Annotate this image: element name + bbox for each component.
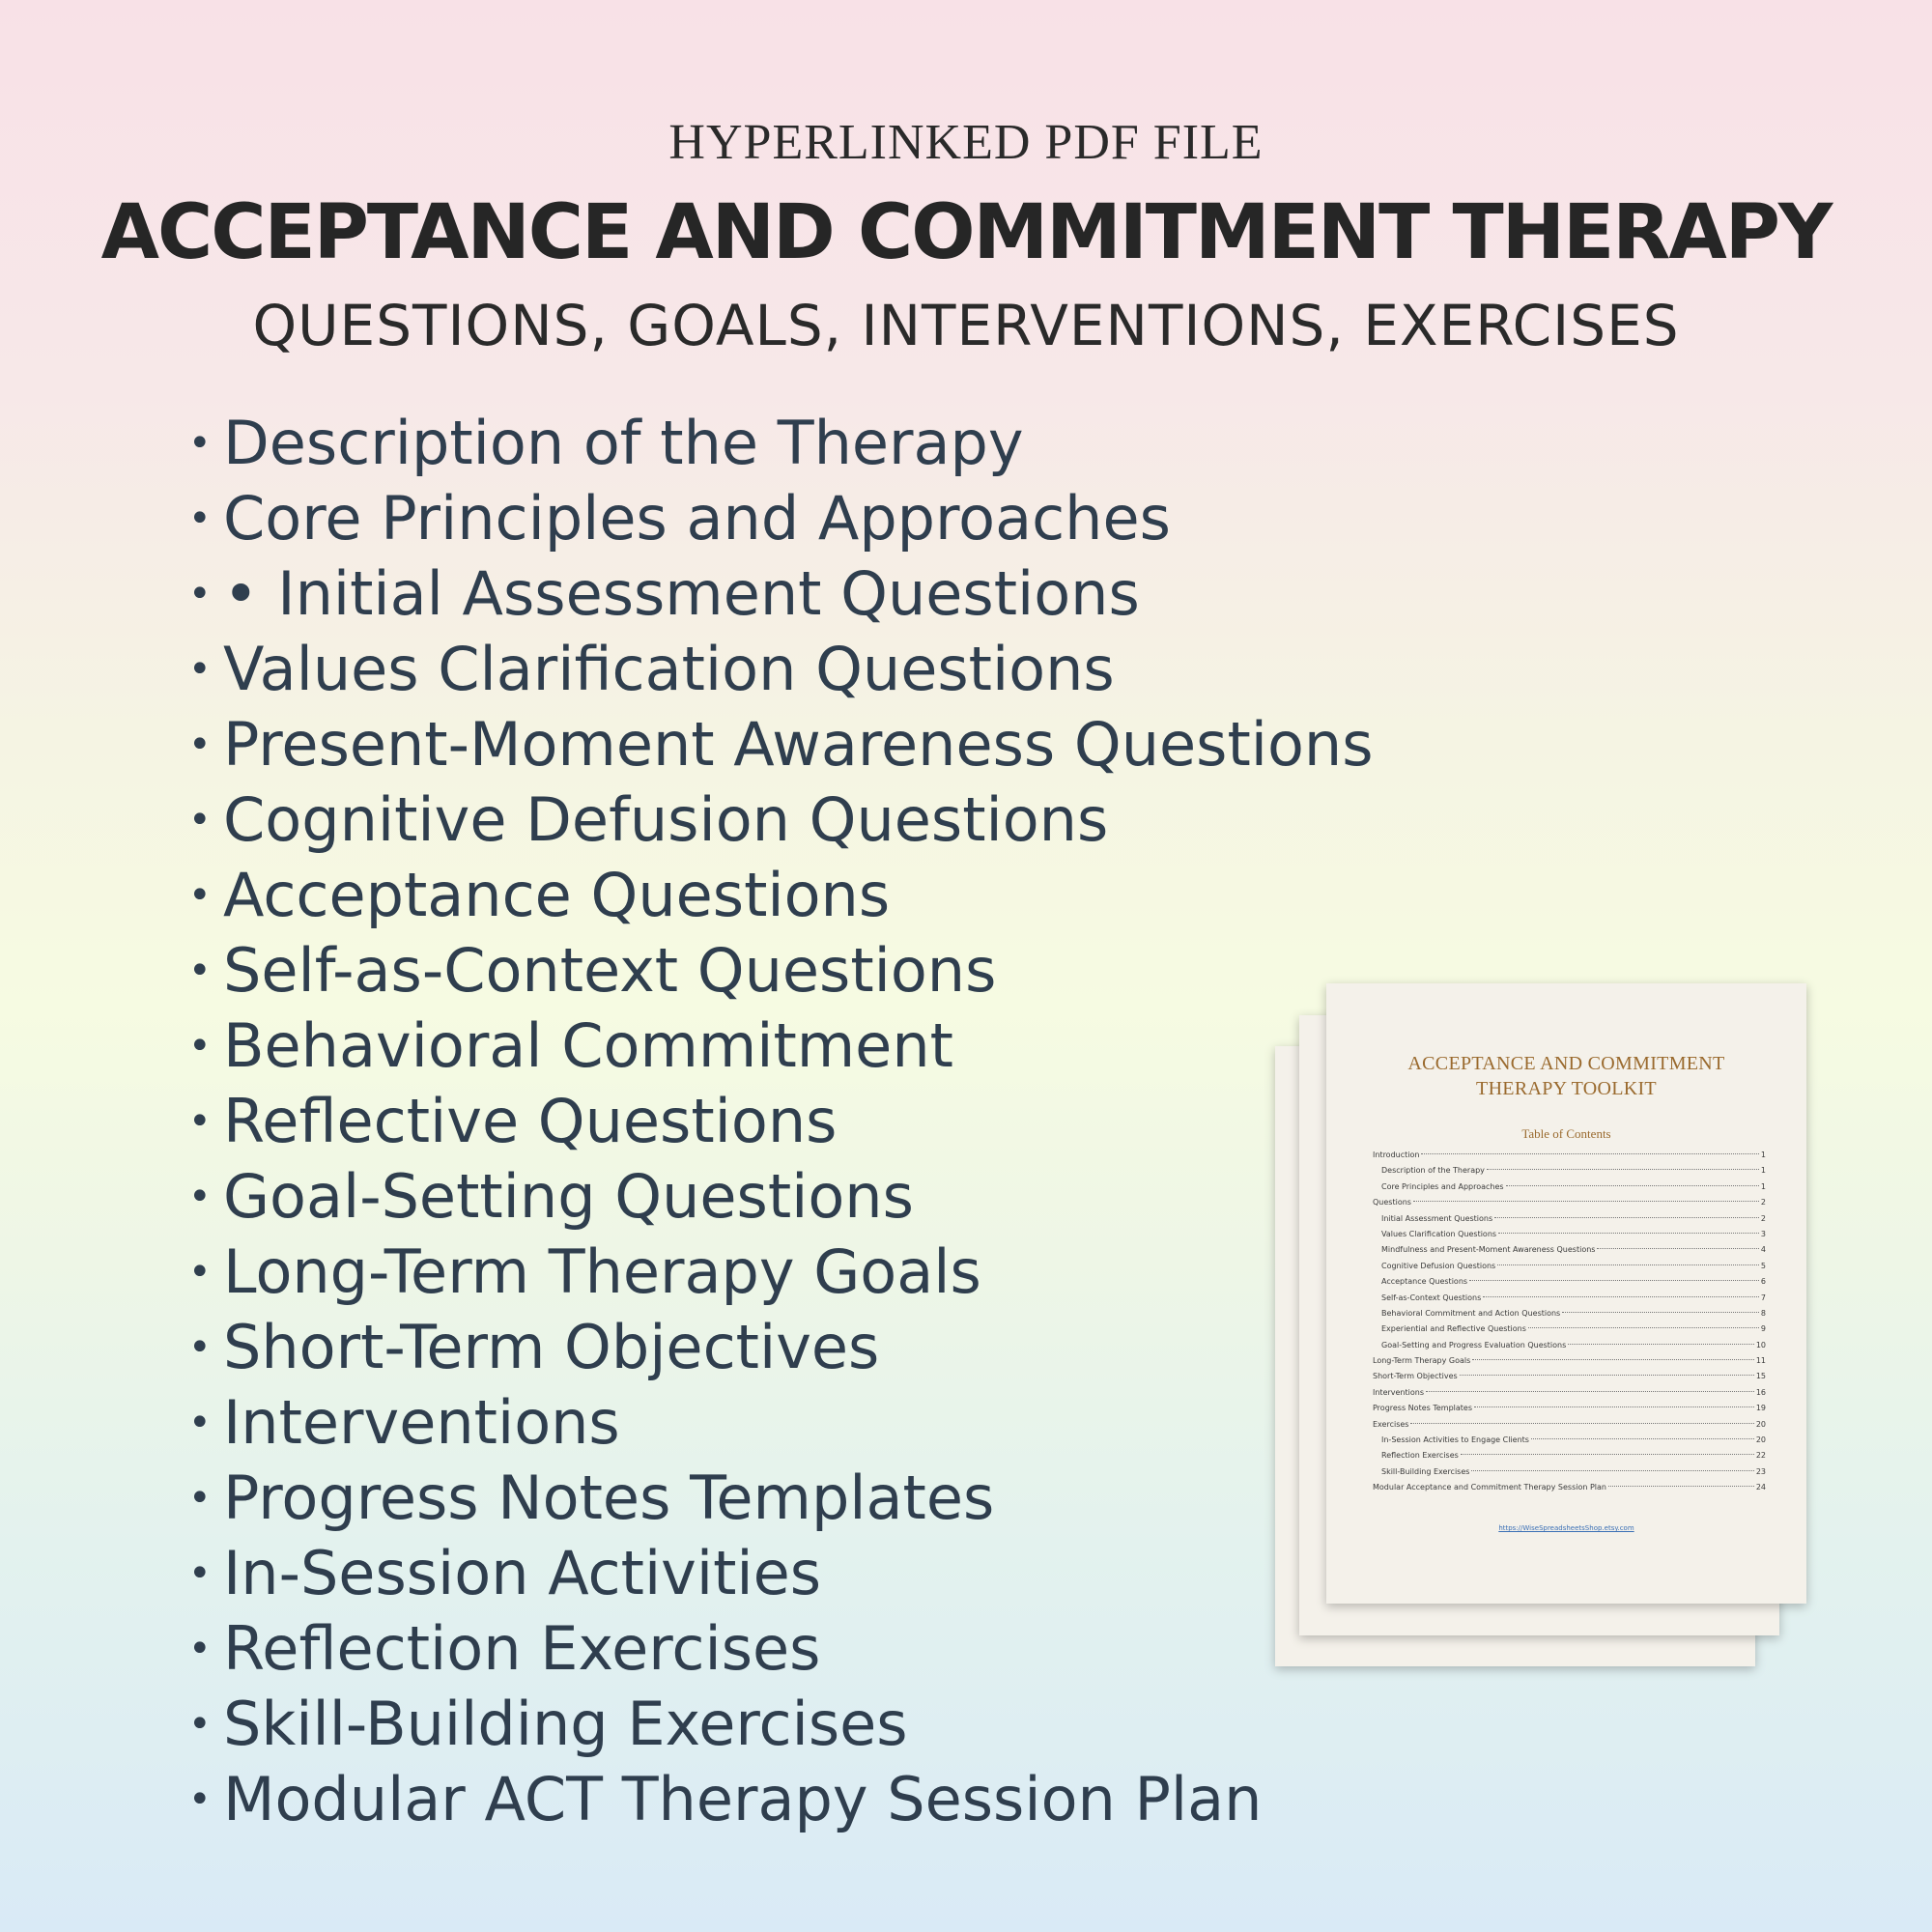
feature-item	[188, 481, 1374, 556]
feature-label: Short-Term Objectives	[223, 1312, 880, 1382]
toc-entry-page: 4	[1760, 1245, 1766, 1255]
toc-leader-dots	[1483, 1296, 1759, 1297]
document-title-line1: ACCEPTANCE AND COMMITMENT	[1407, 1053, 1725, 1074]
toc-entry-label: Introduction	[1373, 1151, 1420, 1159]
toc-entry-page: 19	[1755, 1404, 1766, 1413]
feature-item	[188, 1611, 1374, 1687]
page-subtitle: QUESTIONS, GOALS, INTERVENTIONS, EXERCISES	[252, 293, 1680, 358]
toc-entry-page: 24	[1755, 1483, 1766, 1492]
feature-item	[188, 1084, 1374, 1159]
toc-entry-page: 1	[1760, 1181, 1766, 1191]
toc-entry-page: 15	[1755, 1372, 1766, 1381]
bullet-icon: •	[188, 647, 212, 692]
toc-entry-label: Skill-Building Exercises	[1381, 1466, 1470, 1476]
toc-entry[interactable]	[1373, 1242, 1766, 1258]
toc-entry-page: 20	[1755, 1435, 1766, 1445]
toc-entry-label: Mindfulness and Present-Moment Awareness Questions	[1381, 1245, 1596, 1255]
toc-leader-dots	[1608, 1486, 1754, 1487]
feature-item	[188, 782, 1374, 858]
feature-item	[188, 1159, 1374, 1235]
feature-item	[188, 406, 1374, 481]
document-title	[1326, 1051, 1806, 1101]
toc-entry[interactable]	[1373, 1259, 1766, 1274]
feature-label: Skill-Building Exercises	[223, 1689, 908, 1759]
toc-leader-dots	[1562, 1312, 1759, 1313]
toc-entry-page: 10	[1755, 1340, 1766, 1350]
feature-label: Description of the Therapy	[223, 408, 1024, 478]
toc-entry-page: 5	[1760, 1261, 1766, 1270]
toc-entry-page: 1	[1760, 1151, 1766, 1159]
toc-leader-dots	[1461, 1454, 1754, 1455]
toc-entry[interactable]	[1373, 1369, 1766, 1384]
toc-entry-label: Modular Acceptance and Commitment Therapy Session Plan	[1373, 1483, 1606, 1492]
toc-leader-dots	[1474, 1406, 1754, 1407]
toc-leader-dots	[1597, 1248, 1758, 1249]
toc-entry-page: 2	[1760, 1198, 1766, 1208]
toc-entry-page: 2	[1760, 1213, 1766, 1223]
toc-leader-dots	[1531, 1438, 1754, 1439]
feature-label: Interventions	[223, 1387, 620, 1458]
toc-entry-label: Questions	[1373, 1198, 1411, 1208]
feature-label: Self-as-Context Questions	[223, 935, 997, 1006]
toc-entry-label: Short-Term Objectives	[1373, 1372, 1458, 1381]
feature-item	[188, 1687, 1374, 1762]
feature-label: In-Session Activities	[223, 1538, 822, 1608]
feature-item	[188, 933, 1374, 1009]
toc-leader-dots	[1426, 1391, 1754, 1392]
bullet-icon: •	[188, 572, 212, 616]
toc-entry-label: Values Clarification Questions	[1381, 1229, 1497, 1238]
feature-label: Values Clarification Questions	[223, 634, 1115, 704]
feature-item	[188, 1536, 1374, 1611]
document-preview	[1275, 980, 1806, 1671]
toc-entry-label: Exercises	[1373, 1419, 1409, 1429]
toc-leader-dots	[1494, 1217, 1759, 1218]
toc-entry-page: 9	[1760, 1324, 1766, 1334]
toc-leader-dots	[1460, 1375, 1754, 1376]
toc-entry-label: Initial Assessment Questions	[1381, 1213, 1493, 1223]
toc-entry[interactable]	[1373, 1148, 1766, 1163]
toc-entry[interactable]	[1373, 1211, 1766, 1227]
toc-entry[interactable]	[1373, 1195, 1766, 1210]
toc-leader-dots	[1410, 1423, 1753, 1424]
toc-entry-label: Cognitive Defusion Questions	[1381, 1261, 1496, 1270]
feature-label: Core Principles and Approaches	[223, 483, 1171, 554]
toc-entry-label: Self-as-Context Questions	[1381, 1293, 1482, 1302]
document-link[interactable]: https://WiseSpreadsheetsShop.etsy.com	[1498, 1524, 1634, 1532]
feature-label: Long-Term Therapy Goals	[223, 1236, 981, 1307]
toc-entry[interactable]	[1373, 1464, 1766, 1480]
table-of-contents	[1373, 1148, 1766, 1496]
toc-entry[interactable]	[1373, 1291, 1766, 1306]
feature-item	[188, 1310, 1374, 1385]
toc-entry-page: 20	[1755, 1419, 1766, 1429]
feature-label: Goal-Setting Questions	[223, 1161, 914, 1232]
toc-entry-label: Progress Notes Templates	[1373, 1404, 1473, 1413]
toc-entry[interactable]	[1373, 1448, 1766, 1463]
toc-entry[interactable]	[1373, 1338, 1766, 1353]
bullet-icon: •	[188, 1401, 212, 1445]
bullet-icon: •	[188, 1175, 212, 1219]
toc-entry-label: In-Session Activities to Engage Clients	[1381, 1435, 1529, 1445]
toc-entry-page: 1	[1760, 1166, 1766, 1176]
toc-entry-label: Acceptance Questions	[1381, 1277, 1468, 1287]
feature-label: Progress Notes Templates	[223, 1463, 995, 1533]
bullet-icon: •	[188, 1325, 212, 1370]
toc-entry[interactable]	[1373, 1417, 1766, 1433]
bullet-icon: •	[188, 1777, 212, 1822]
toc-entry[interactable]	[1373, 1353, 1766, 1369]
page-title: ACCEPTANCE AND COMMITMENT THERAPY	[100, 189, 1832, 276]
toc-entry[interactable]	[1373, 1401, 1766, 1416]
toc-entry-page: 7	[1760, 1293, 1766, 1302]
toc-entry-page: 6	[1760, 1277, 1766, 1287]
feature-label: • Initial Assessment Questions	[223, 558, 1140, 629]
toc-entry-page: 22	[1755, 1451, 1766, 1461]
bullet-icon: •	[188, 873, 212, 918]
toc-entry-page: 11	[1755, 1356, 1766, 1366]
feature-item	[188, 707, 1374, 782]
feature-label: Cognitive Defusion Questions	[223, 784, 1109, 855]
toc-entry[interactable]	[1373, 1306, 1766, 1321]
toc-entry-label: Goal-Setting and Progress Evaluation Questions	[1381, 1340, 1567, 1350]
bullet-icon: •	[188, 723, 212, 767]
toc-entry-label: Description of the Therapy	[1381, 1166, 1485, 1176]
toc-entry[interactable]	[1373, 1385, 1766, 1401]
toc-entry-label: Behavioral Commitment and Action Questions	[1381, 1308, 1561, 1318]
feature-item	[188, 1009, 1374, 1084]
toc-entry-label: Core Principles and Approaches	[1381, 1181, 1504, 1191]
toc-entry-page: 16	[1755, 1387, 1766, 1397]
feature-item	[188, 556, 1374, 632]
toc-entry[interactable]	[1373, 1163, 1766, 1179]
bullet-icon: •	[188, 421, 212, 466]
bullet-icon: •	[188, 497, 212, 541]
feature-label: Reflection Exercises	[223, 1613, 821, 1684]
bullet-icon: •	[188, 1099, 212, 1144]
toc-entry-label: Reflection Exercises	[1381, 1451, 1459, 1461]
toc-entry[interactable]	[1373, 1321, 1766, 1337]
document-page-front	[1326, 983, 1806, 1604]
toc-leader-dots	[1487, 1169, 1759, 1170]
header-kicker: HYPERLINKED PDF FILE	[668, 115, 1264, 170]
toc-entry[interactable]	[1373, 1227, 1766, 1242]
toc-heading: Table of Contents	[1521, 1126, 1611, 1141]
toc-entry-label: Interventions	[1373, 1387, 1424, 1397]
toc-leader-dots	[1528, 1327, 1759, 1328]
bullet-icon: •	[188, 949, 212, 993]
bullet-icon: •	[188, 1250, 212, 1294]
feature-label: Modular ACT Therapy Session Plan	[223, 1764, 1263, 1834]
toc-leader-dots	[1421, 1153, 1758, 1154]
bullet-icon: •	[188, 1627, 212, 1671]
feature-item	[188, 1385, 1374, 1461]
toc-leader-dots	[1413, 1201, 1759, 1202]
toc-leader-dots	[1497, 1264, 1759, 1265]
feature-label: Present-Moment Awareness Questions	[223, 709, 1374, 780]
toc-entry-label: Long-Term Therapy Goals	[1373, 1356, 1471, 1366]
bullet-icon: •	[188, 1476, 212, 1520]
bullet-icon: •	[188, 1024, 212, 1068]
toc-leader-dots	[1472, 1359, 1754, 1360]
bullet-icon: •	[188, 1551, 212, 1596]
feature-label: Reflective Questions	[223, 1086, 838, 1156]
feature-list	[188, 406, 1374, 1837]
toc-entry-label: Experiential and Reflective Questions	[1381, 1324, 1526, 1334]
toc-leader-dots	[1506, 1185, 1759, 1186]
document-title-line2: THERAPY TOOLKIT	[1476, 1078, 1657, 1099]
bullet-icon: •	[188, 798, 212, 842]
toc-leader-dots	[1568, 1344, 1754, 1345]
toc-leader-dots	[1469, 1280, 1759, 1281]
feature-item	[188, 1461, 1374, 1536]
feature-label: Acceptance Questions	[223, 860, 891, 930]
feature-item	[188, 632, 1374, 707]
feature-item	[188, 1762, 1374, 1837]
feature-item	[188, 858, 1374, 933]
feature-label: Behavioral Commitment	[223, 1010, 953, 1081]
toc-entry-page: 3	[1760, 1229, 1766, 1238]
bullet-icon: •	[188, 1702, 212, 1747]
toc-leader-dots	[1471, 1470, 1753, 1471]
toc-entry-page: 23	[1755, 1466, 1766, 1476]
toc-entry[interactable]	[1373, 1433, 1766, 1448]
toc-entry[interactable]	[1373, 1274, 1766, 1290]
toc-entry[interactable]	[1373, 1179, 1766, 1195]
feature-item	[188, 1235, 1374, 1310]
toc-leader-dots	[1498, 1233, 1759, 1234]
toc-entry[interactable]	[1373, 1480, 1766, 1495]
toc-entry-page: 8	[1760, 1308, 1766, 1318]
